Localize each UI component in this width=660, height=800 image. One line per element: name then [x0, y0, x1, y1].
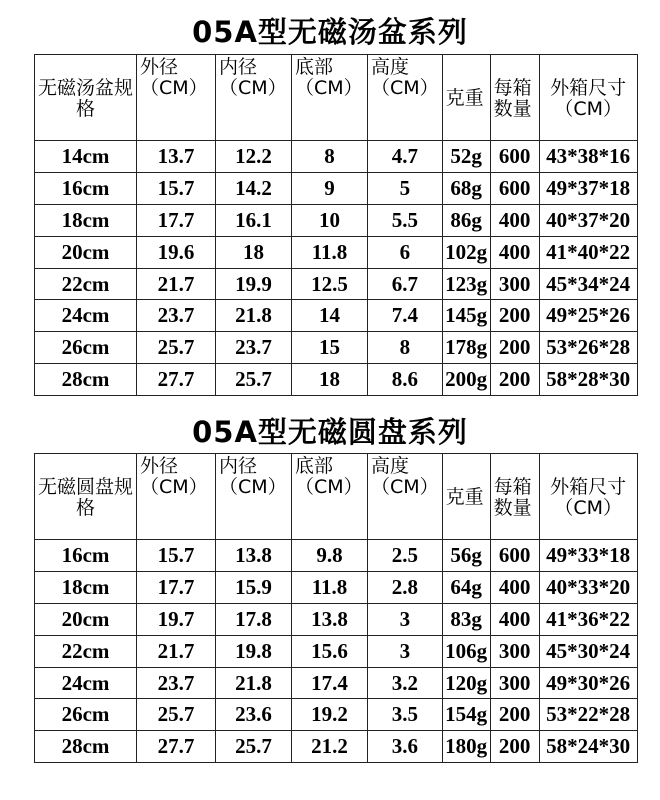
table-cell: 49*33*18 — [539, 540, 637, 572]
table-cell: 5.5 — [368, 204, 443, 236]
spec-cell: 20cm — [35, 603, 137, 635]
table-cell: 8 — [368, 332, 443, 364]
column-header: 内径（CM） — [216, 55, 292, 141]
table-cell: 14 — [292, 300, 368, 332]
column-header: 高度（CM） — [368, 454, 443, 540]
table-cell: 13.8 — [292, 603, 368, 635]
table-cell: 68g — [442, 172, 490, 204]
table-cell: 154g — [442, 699, 490, 731]
table-cell: 45*30*24 — [539, 635, 637, 667]
table-cell: 40*37*20 — [539, 204, 637, 236]
table-cell: 8 — [292, 141, 368, 173]
table-cell: 102g — [442, 236, 490, 268]
column-header: 无磁汤盆规格 — [35, 55, 137, 141]
table-cell: 17.7 — [137, 204, 216, 236]
table-row — [35, 635, 638, 667]
table-cell: 7.4 — [368, 300, 443, 332]
column-header: 无磁圆盘规格 — [35, 454, 137, 540]
table-row — [35, 204, 638, 236]
spec-cell: 26cm — [35, 699, 137, 731]
table-row — [35, 300, 638, 332]
column-header: 外箱尺寸（CM） — [539, 454, 637, 540]
table-cell: 19.7 — [137, 603, 216, 635]
table-cell: 9 — [292, 172, 368, 204]
table-body — [35, 55, 638, 396]
table-cell: 16.1 — [216, 204, 292, 236]
table-cell: 12.5 — [292, 268, 368, 300]
table-row — [35, 141, 638, 173]
spec-cell: 24cm — [35, 300, 137, 332]
spec-cell: 26cm — [35, 332, 137, 364]
table-row — [35, 603, 638, 635]
table-cell: 40*33*20 — [539, 571, 637, 603]
table-cell: 18 — [292, 364, 368, 396]
column-header: 外箱尺寸（CM） — [539, 55, 637, 141]
spec-cell: 16cm — [35, 172, 137, 204]
table-cell: 5 — [368, 172, 443, 204]
table-cell: 21.8 — [216, 300, 292, 332]
table-cell: 23.6 — [216, 699, 292, 731]
table-cell: 19.2 — [292, 699, 368, 731]
table-cell: 200 — [490, 300, 539, 332]
table-cell: 64g — [442, 571, 490, 603]
table-cell: 25.7 — [137, 332, 216, 364]
spec-table-round-plates — [34, 453, 638, 763]
table-cell: 15.7 — [137, 540, 216, 572]
table-row — [35, 268, 638, 300]
table-cell: 15.7 — [137, 172, 216, 204]
column-header: 底部（CM） — [292, 55, 368, 141]
table-cell: 200 — [490, 699, 539, 731]
table-cell: 19.6 — [137, 236, 216, 268]
table-cell: 43*38*16 — [539, 141, 637, 173]
section-title-soup-bowls: 05A型无磁汤盆系列 — [192, 15, 468, 49]
spec-cell: 18cm — [35, 571, 137, 603]
table-cell: 53*22*28 — [539, 699, 637, 731]
table-row — [35, 364, 638, 396]
table-cell: 41*40*22 — [539, 236, 637, 268]
table-cell: 25.7 — [216, 364, 292, 396]
table-cell: 49*25*26 — [539, 300, 637, 332]
table-cell: 23.7 — [137, 300, 216, 332]
table-row — [35, 236, 638, 268]
spec-cell: 18cm — [35, 204, 137, 236]
table-cell: 25.7 — [216, 731, 292, 763]
table-cell: 400 — [490, 204, 539, 236]
table-cell: 4.7 — [368, 141, 443, 173]
table-cell: 58*28*30 — [539, 364, 637, 396]
table-cell: 2.5 — [368, 540, 443, 572]
table-cell: 600 — [490, 540, 539, 572]
table-cell: 11.8 — [292, 571, 368, 603]
table-cell: 23.7 — [137, 667, 216, 699]
table-cell: 3 — [368, 603, 443, 635]
table-cell: 400 — [490, 571, 539, 603]
table-cell: 106g — [442, 635, 490, 667]
spec-cell: 24cm — [35, 667, 137, 699]
table-cell: 45*34*24 — [539, 268, 637, 300]
table-cell: 19.9 — [216, 268, 292, 300]
table-cell: 145g — [442, 300, 490, 332]
table-cell: 49*37*18 — [539, 172, 637, 204]
table-cell: 58*24*30 — [539, 731, 637, 763]
table-row — [35, 667, 638, 699]
table-cell: 83g — [442, 603, 490, 635]
table-cell: 13.7 — [137, 141, 216, 173]
table-cell: 52g — [442, 141, 490, 173]
table-cell: 86g — [442, 204, 490, 236]
table-cell: 3.5 — [368, 699, 443, 731]
table-cell: 300 — [490, 667, 539, 699]
table-cell: 17.4 — [292, 667, 368, 699]
table-cell: 17.7 — [137, 571, 216, 603]
table-cell: 27.7 — [137, 731, 216, 763]
table-cell: 8.6 — [368, 364, 443, 396]
spec-cell: 20cm — [35, 236, 137, 268]
table-cell: 15 — [292, 332, 368, 364]
table-row — [35, 699, 638, 731]
table-cell: 25.7 — [137, 699, 216, 731]
table-cell: 300 — [490, 635, 539, 667]
table-cell: 6 — [368, 236, 443, 268]
table-cell: 3 — [368, 635, 443, 667]
table-cell: 120g — [442, 667, 490, 699]
column-header: 内径（CM） — [216, 454, 292, 540]
header-row — [35, 454, 638, 540]
table-cell: 400 — [490, 236, 539, 268]
column-header: 每箱数量 — [490, 55, 539, 141]
table-cell: 12.2 — [216, 141, 292, 173]
table-cell: 19.8 — [216, 635, 292, 667]
column-header: 外径（CM） — [137, 55, 216, 141]
table-cell: 15.6 — [292, 635, 368, 667]
table-cell: 600 — [490, 172, 539, 204]
table-cell: 49*30*26 — [539, 667, 637, 699]
column-header: 底部（CM） — [292, 454, 368, 540]
table-cell: 200 — [490, 731, 539, 763]
table-cell: 10 — [292, 204, 368, 236]
table-cell: 9.8 — [292, 540, 368, 572]
spec-table-soup-bowls — [34, 54, 638, 396]
table-cell: 600 — [490, 141, 539, 173]
spec-cell: 14cm — [35, 141, 137, 173]
table-cell: 15.9 — [216, 571, 292, 603]
spec-cell: 16cm — [35, 540, 137, 572]
column-header: 克重 — [442, 454, 490, 540]
table-row — [35, 571, 638, 603]
section-title-round-plates: 05A型无磁圆盘系列 — [192, 415, 468, 449]
table-cell: 17.8 — [216, 603, 292, 635]
table-cell: 21.2 — [292, 731, 368, 763]
table-cell: 14.2 — [216, 172, 292, 204]
table-cell: 11.8 — [292, 236, 368, 268]
column-header: 高度（CM） — [368, 55, 443, 141]
table-body — [35, 454, 638, 763]
table-cell: 21.8 — [216, 667, 292, 699]
spec-cell: 22cm — [35, 635, 137, 667]
table-row — [35, 332, 638, 364]
table-cell: 13.8 — [216, 540, 292, 572]
table-cell: 18 — [216, 236, 292, 268]
spec-cell: 28cm — [35, 731, 137, 763]
table-cell: 2.8 — [368, 571, 443, 603]
table-cell: 3.2 — [368, 667, 443, 699]
column-header: 克重 — [442, 55, 490, 141]
table-cell: 200g — [442, 364, 490, 396]
spec-cell: 28cm — [35, 364, 137, 396]
table-cell: 21.7 — [137, 268, 216, 300]
table-cell: 200 — [490, 332, 539, 364]
table-cell: 180g — [442, 731, 490, 763]
header-row — [35, 55, 638, 141]
table-cell: 200 — [490, 364, 539, 396]
table-cell: 21.7 — [137, 635, 216, 667]
table-cell: 178g — [442, 332, 490, 364]
table-cell: 300 — [490, 268, 539, 300]
table-cell: 41*36*22 — [539, 603, 637, 635]
spec-cell: 22cm — [35, 268, 137, 300]
column-header: 外径（CM） — [137, 454, 216, 540]
table-cell: 27.7 — [137, 364, 216, 396]
table-cell: 123g — [442, 268, 490, 300]
table-row — [35, 540, 638, 572]
table-cell: 56g — [442, 540, 490, 572]
table-row — [35, 731, 638, 763]
table-cell: 400 — [490, 603, 539, 635]
column-header: 每箱数量 — [490, 454, 539, 540]
table-cell: 3.6 — [368, 731, 443, 763]
table-row — [35, 172, 638, 204]
table-cell: 23.7 — [216, 332, 292, 364]
table-cell: 6.7 — [368, 268, 443, 300]
table-cell: 53*26*28 — [539, 332, 637, 364]
